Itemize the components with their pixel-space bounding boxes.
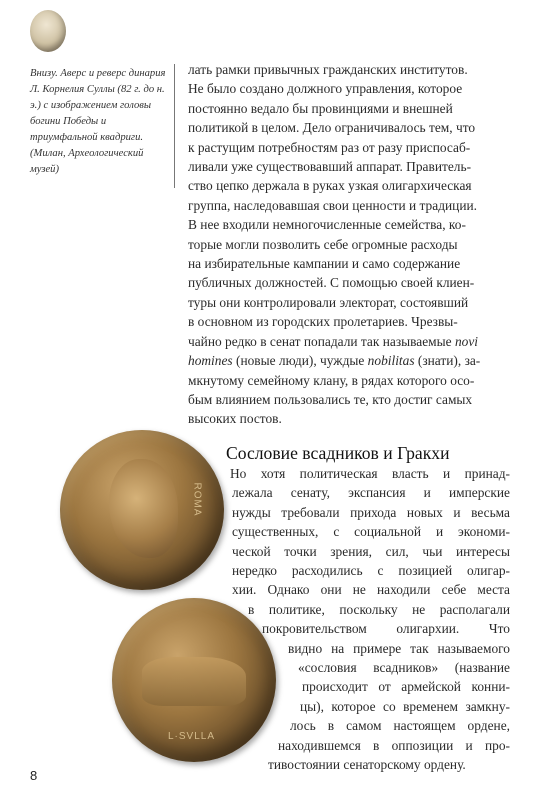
section-title: Сословие всадников и Гракхи	[226, 443, 450, 463]
body-line: чайно редко в сенат попадали так называемые novi	[188, 333, 478, 349]
body-line: лать рамки привычных гражданских институтов.	[188, 62, 468, 77]
section-line: Но хотя политическая власть и принад-	[230, 466, 510, 481]
body-line: ливали уже существовавший аппарат. Правитель-	[188, 159, 472, 175]
body-line: В нее входили немногочисленные семейства, ко-	[188, 217, 466, 233]
coin-obverse-image	[60, 430, 224, 590]
body-line: Не было создано должного управления, которое	[188, 81, 463, 97]
body-line: торые могли позволить себе огромные расходы	[188, 236, 458, 252]
body-line: публичных должностей. С помощью своей клиен-	[188, 275, 475, 291]
caption-divider	[174, 64, 175, 188]
body-line: к растущим потребностям раз от разу приспосаб-	[188, 139, 471, 155]
section-line: видно на примере так называемого	[288, 640, 510, 656]
body-line: высоких постов.	[188, 411, 282, 427]
section-line: лось в самом настоящем ордене,	[290, 718, 510, 734]
body-line: на избирательные кампании и само содержание	[188, 256, 461, 272]
section-line: нередко расходились с позицией олигар-	[232, 563, 510, 579]
section-line: цы), которое со временем замкну-	[300, 698, 510, 714]
section-line: в политике, поскольку не располагали	[248, 601, 510, 617]
section-line: хии. Однако они не находили себе места	[232, 582, 510, 598]
body-line: постоянно ведало бы провинциями и внешней	[188, 100, 453, 116]
body-line: в основном из городских пролетариев. Чрезвы-	[188, 314, 458, 330]
coin-reverse-legend: L·SVLLA	[168, 731, 216, 742]
section-line: «сословия всадников» (название	[298, 660, 510, 676]
section-line: тивостоянии сенаторскому ордену.	[268, 757, 466, 773]
section-line: покровительством олигархии. Что	[262, 621, 510, 637]
body-line: homines (новые люди), чуждые nobilitas (знати), за-	[188, 353, 481, 369]
section-line: ческой точки зрения, сил, чьи интересы	[232, 543, 510, 559]
image-caption: Внизу. Аверс и реверс динария Л. Корнелия Суллы (82 г. до н. э.) с изображением головы богини Победы и триумфальной квадриги. (Милан, Археологический музей)	[30, 68, 166, 175]
section-text	[220, 464, 510, 775]
bust-icon	[30, 10, 66, 52]
body-line: мкнутому семейному клану, в рядах которого осо-	[188, 372, 475, 388]
section-line: нужды требовали прихода новых и весьма	[232, 504, 510, 520]
helmeted-head-icon	[109, 459, 178, 558]
section-line: лежала сенату, экспансия и имперские	[232, 485, 510, 501]
body-line: группа, наследовавшая свои ценности и традиции.	[188, 197, 478, 213]
body-line: политикой в целом. Дело ограничивалось тем, что	[188, 120, 476, 136]
page-number: 8	[30, 768, 38, 783]
body-line: ство цепко держала в руках узкая олигархическая	[188, 178, 472, 194]
body-line: бым влиянием пользовались те, кто достиг самых	[188, 391, 473, 407]
section-line: находившемся в оппозиции и про-	[278, 737, 510, 753]
section-line: происходит от армейской конни-	[302, 679, 510, 695]
body-text	[188, 60, 506, 429]
coin-obverse-legend: ROMA	[191, 482, 203, 517]
section-line: существенных, с социальной и экономи-	[232, 524, 510, 540]
body-line: туры они контролировали электорат, состоявший	[188, 294, 469, 310]
